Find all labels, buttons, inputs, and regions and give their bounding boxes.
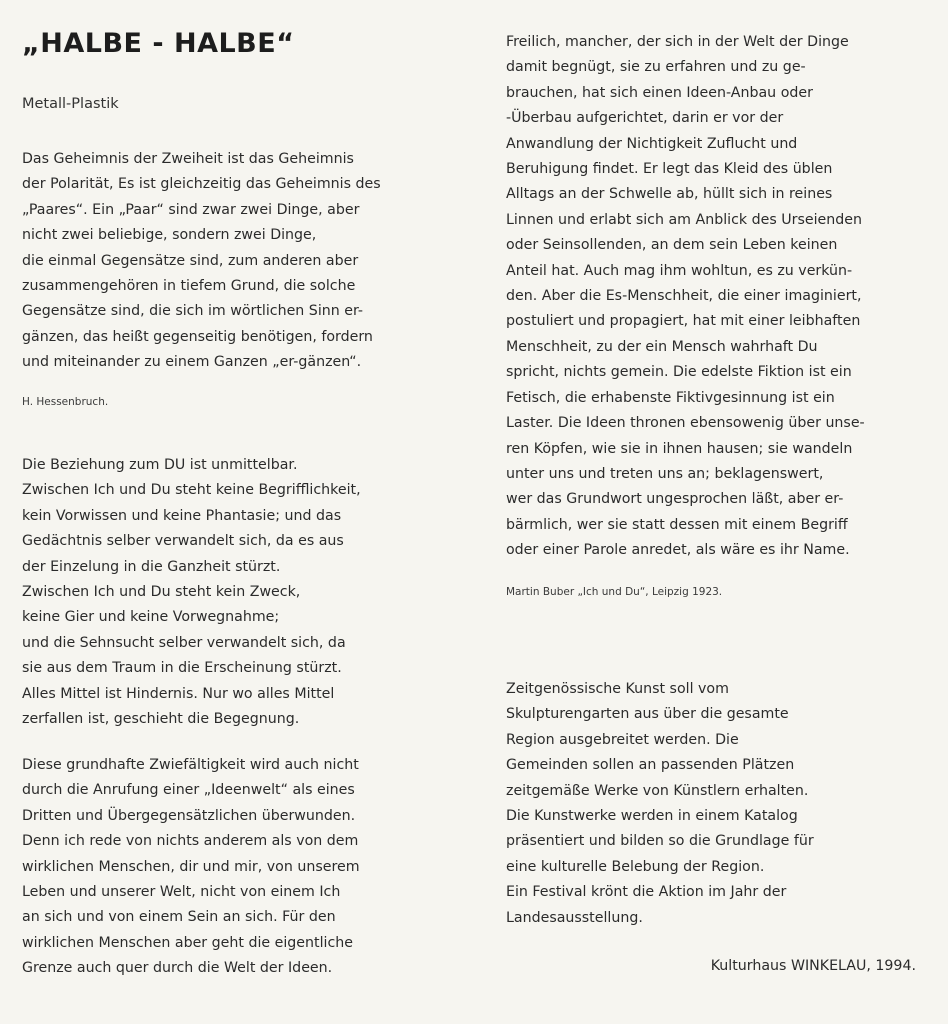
left-paragraph-2: [22, 453, 361, 732]
text-line: Zwischen Ich und Du steht keine Begrifflichkeit,: [22, 482, 361, 499]
text-line: Gegensätze sind, die sich im wörtlichen Sinn er-: [22, 303, 364, 320]
text-line: Ein Festival krönt die Aktion im Jahr der: [506, 884, 787, 901]
page-title: „HALBE - HALBE“: [22, 28, 295, 59]
text-line: wirklichen Menschen, dir und mir, von unserem: [22, 858, 360, 875]
text-line: Gedächtnis selber verwandelt sich, da es aus: [22, 533, 344, 550]
text-line: wer das Grundwort ungesprochen läßt, aber er-: [506, 491, 844, 508]
text-line: spricht, nichts gemein. Die edelste Fiktion ist ein: [506, 364, 852, 381]
text-line: „Paares“. Ein „Paar“ sind zwar zwei Dinge, aber: [22, 201, 360, 218]
text-line: postuliert und propagiert, hat mit einer leibhaften: [506, 313, 861, 330]
text-line: Die Beziehung zum DU ist unmittelbar.: [22, 457, 298, 473]
text-line: Anwandlung der Nichtigkeit Zuflucht und: [506, 135, 798, 152]
text-line: Fetisch, die erhabenste Fiktivgesinnung ist ein: [506, 389, 835, 406]
text-line: durch die Anrufung einer „Ideenwelt“ als eines: [22, 782, 355, 799]
text-line: zeitgemäße Werke von Künstlern erhalten.: [506, 782, 809, 799]
right-paragraph-1: [506, 30, 865, 564]
text-line: Linnen und erlabt sich am Anblick des Urseienden: [506, 211, 862, 228]
text-line: Menschheit, zu der ein Mensch wahrhaft Du: [506, 338, 818, 355]
text-line: nicht zwei beliebige, sondern zwei Dinge,: [22, 227, 317, 244]
text-line: Alles Mittel ist Hindernis. Nur wo alles Mittel: [22, 685, 335, 702]
closing-signature: Kulturhaus WINKELAU, 1994.: [710, 958, 916, 974]
text-line: sie aus dem Traum in die Erscheinung stürzt.: [22, 660, 342, 677]
left-paragraph-3: [22, 753, 360, 982]
text-line: eine kulturelle Belebung der Region.: [506, 858, 765, 875]
text-line: kein Vorwissen und keine Phantasie; und das: [22, 507, 342, 524]
text-line: Dritten und Übergegensätzlichen überwunden.: [22, 807, 356, 824]
text-line: Gemeinden sollen an passenden Plätzen: [506, 757, 795, 774]
text-line: und miteinander zu einem Ganzen „er-gänzen“.: [22, 354, 362, 371]
right-paragraph-2: [506, 677, 814, 931]
text-line: zerfallen ist, geschieht die Begegnung.: [22, 711, 300, 728]
text-line: Skulpturengarten aus über die gesamte: [506, 706, 789, 723]
text-line: Leben und unserer Welt, nicht von einem Ich: [22, 884, 341, 901]
text-line: Das Geheimnis der Zweiheit ist das Geheimnis: [22, 151, 354, 167]
text-line: Beruhigung findet. Er legt das Kleid des üblen: [506, 161, 833, 178]
text-line: brauchen, hat sich einen Ideen-Anbau oder: [506, 84, 813, 101]
text-line: oder einer Parole anredet, als wäre es ihr Name.: [506, 542, 850, 559]
text-line: unter uns und treten uns an; beklagenswert,: [506, 465, 824, 482]
text-line: Diese grundhafte Zwiefältigkeit wird auch nicht: [22, 757, 359, 773]
text-line: oder Seinsollenden, an dem sein Leben keinen: [506, 237, 838, 254]
text-line: Zeitgenössische Kunst soll vom: [506, 681, 729, 697]
text-line: und die Sehnsucht selber verwandelt sich, da: [22, 634, 346, 651]
text-line: Die Kunstwerke werden in einem Katalog: [506, 808, 798, 825]
text-line: -Überbau aufgerichtet, darin er vor der: [506, 110, 784, 127]
citation-hessenbruch: H. Hessenbruch.: [22, 396, 109, 408]
text-line: Grenze auch quer durch die Welt der Ideen.: [22, 960, 333, 977]
text-line: Zwischen Ich und Du steht kein Zweck,: [22, 584, 301, 601]
text-line: Denn ich rede von nichts anderem als von dem: [22, 833, 359, 850]
text-line: der Polarität, Es ist gleichzeitig das Geheimnis des: [22, 176, 381, 193]
text-line: wirklichen Menschen aber geht die eigentliche: [22, 934, 353, 951]
text-line: Region ausgebreitet werden. Die: [506, 731, 739, 748]
left-paragraph-1: [22, 147, 381, 376]
text-line: Alltags an der Schwelle ab, hüllt sich in reines: [506, 186, 833, 203]
citation-buber: Martin Buber „Ich und Du“, Leipzig 1923.: [506, 586, 723, 598]
text-line: zusammengehören in tiefem Grund, die solche: [22, 278, 356, 295]
text-line: Freilich, mancher, der sich in der Welt der Dinge: [506, 34, 849, 50]
text-line: an sich und von einem Sein an sich. Für den: [22, 909, 336, 926]
text-line: den. Aber die Es-Menschheit, die einer imaginiert,: [506, 288, 862, 305]
text-line: bärmlich, wer sie statt dessen mit einem Begriff: [506, 516, 848, 533]
text-line: ren Köpfen, wie sie in ihnen hausen; sie wandeln: [506, 440, 853, 457]
text-line: Laster. Die Ideen thronen ebensowenig über unse-: [506, 415, 865, 432]
text-line: gänzen, das heißt gegenseitig benötigen, fordern: [22, 328, 373, 345]
text-line: Landesausstellung.: [506, 909, 643, 926]
text-line: damit begnügt, sie zu erfahren und zu ge-: [506, 59, 806, 76]
text-line: keine Gier und keine Vorwegnahme;: [22, 609, 280, 626]
page-subtitle: Metall-Plastik: [22, 96, 119, 112]
text-line: der Einzelung in die Ganzheit stürzt.: [22, 558, 281, 575]
text-line: Anteil hat. Auch mag ihm wohltun, es zu verkün-: [506, 262, 853, 279]
text-line: die einmal Gegensätze sind, zum anderen aber: [22, 252, 359, 269]
text-line: präsentiert und bilden so die Grundlage für: [506, 833, 814, 850]
